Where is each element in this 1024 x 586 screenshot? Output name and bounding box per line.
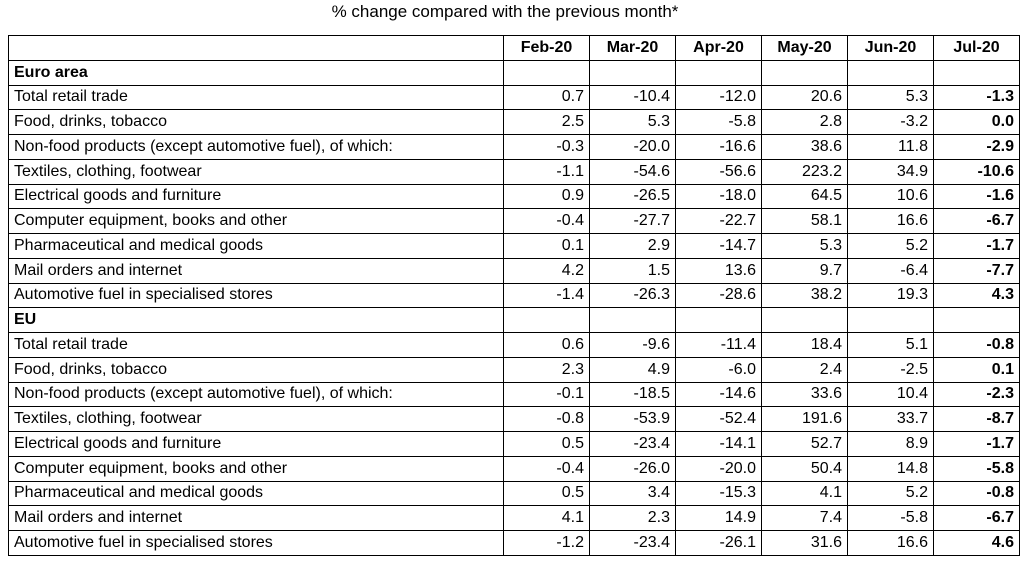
value-cell: -54.6	[590, 159, 676, 184]
value-cell: -6.0	[676, 357, 762, 382]
empty-cell	[676, 60, 762, 85]
row-label: Food, drinks, tobacco	[9, 110, 504, 135]
table-row	[9, 531, 1020, 556]
value-cell: 7.4	[762, 506, 848, 531]
value-cell: 2.5	[504, 110, 590, 135]
table-row	[9, 209, 1020, 234]
value-cell: 2.9	[590, 234, 676, 259]
value-cell: 5.3	[590, 110, 676, 135]
row-label: Computer equipment, books and other	[9, 456, 504, 481]
value-cell: 0.7	[504, 85, 590, 110]
value-cell: -14.7	[676, 234, 762, 259]
value-cell: -2.9	[934, 135, 1020, 160]
section-title: EU	[9, 308, 504, 333]
value-cell: 5.3	[762, 234, 848, 259]
empty-cell	[848, 308, 934, 333]
value-cell: 0.5	[504, 481, 590, 506]
row-label: Total retail trade	[9, 85, 504, 110]
value-cell: 52.7	[762, 432, 848, 457]
value-cell: -0.4	[504, 456, 590, 481]
column-header: Feb-20	[504, 36, 590, 61]
empty-cell	[590, 308, 676, 333]
value-cell: 58.1	[762, 209, 848, 234]
retail-trade-table	[8, 35, 1020, 556]
table-caption: % change compared with the previous month*	[331, 2, 679, 21]
empty-cell	[934, 308, 1020, 333]
value-cell: -20.0	[676, 456, 762, 481]
value-cell: 34.9	[848, 159, 934, 184]
value-cell: -53.9	[590, 407, 676, 432]
value-cell: -22.7	[676, 209, 762, 234]
section-title: Euro area	[9, 60, 504, 85]
value-cell: 38.6	[762, 135, 848, 160]
value-cell: 0.5	[504, 432, 590, 457]
value-cell: -5.8	[676, 110, 762, 135]
value-cell: 0.1	[934, 357, 1020, 382]
value-cell: -2.5	[848, 357, 934, 382]
empty-cell	[848, 60, 934, 85]
table-row	[9, 234, 1020, 259]
value-cell: -1.3	[934, 85, 1020, 110]
value-cell: -0.1	[504, 382, 590, 407]
value-cell: 4.3	[934, 283, 1020, 308]
row-label: Textiles, clothing, footwear	[9, 407, 504, 432]
value-cell: 2.8	[762, 110, 848, 135]
value-cell: 2.3	[590, 506, 676, 531]
table-row	[9, 506, 1020, 531]
table-row	[9, 382, 1020, 407]
value-cell: 11.8	[848, 135, 934, 160]
value-cell: 5.3	[848, 85, 934, 110]
value-cell: 4.9	[590, 357, 676, 382]
value-cell: 14.9	[676, 506, 762, 531]
value-cell: -26.3	[590, 283, 676, 308]
value-cell: -11.4	[676, 333, 762, 358]
row-label: Non-food products (except automotive fuel), of which:	[9, 135, 504, 160]
empty-cell	[504, 308, 590, 333]
value-cell: 0.0	[934, 110, 1020, 135]
value-cell: 5.2	[848, 481, 934, 506]
value-cell: 13.6	[676, 258, 762, 283]
row-label: Non-food products (except automotive fuel), of which:	[9, 382, 504, 407]
value-cell: 5.1	[848, 333, 934, 358]
column-header: Jul-20	[934, 36, 1020, 61]
table-row	[9, 85, 1020, 110]
table-row	[9, 184, 1020, 209]
value-cell: -1.1	[504, 159, 590, 184]
row-label: Electrical goods and furniture	[9, 432, 504, 457]
value-cell: -14.6	[676, 382, 762, 407]
value-cell: -0.8	[934, 333, 1020, 358]
value-cell: -23.4	[590, 531, 676, 556]
value-cell: -10.4	[590, 85, 676, 110]
value-cell: -0.4	[504, 209, 590, 234]
value-cell: 0.9	[504, 184, 590, 209]
value-cell: 4.1	[504, 506, 590, 531]
value-cell: -1.4	[504, 283, 590, 308]
empty-cell	[590, 60, 676, 85]
value-cell: 14.8	[848, 456, 934, 481]
value-cell: -8.7	[934, 407, 1020, 432]
value-cell: -26.1	[676, 531, 762, 556]
table-row	[9, 456, 1020, 481]
value-cell: -52.4	[676, 407, 762, 432]
value-cell: -20.0	[590, 135, 676, 160]
column-header: Mar-20	[590, 36, 676, 61]
table-row	[9, 333, 1020, 358]
empty-cell	[504, 60, 590, 85]
value-cell: 19.3	[848, 283, 934, 308]
value-cell: 9.7	[762, 258, 848, 283]
value-cell: -1.7	[934, 234, 1020, 259]
value-cell: 3.4	[590, 481, 676, 506]
column-header: Jun-20	[848, 36, 934, 61]
value-cell: 16.6	[848, 209, 934, 234]
row-label: Total retail trade	[9, 333, 504, 358]
table-row	[9, 407, 1020, 432]
row-label: Automotive fuel in specialised stores	[9, 283, 504, 308]
value-cell: -1.6	[934, 184, 1020, 209]
column-header: May-20	[762, 36, 848, 61]
value-cell: -5.8	[934, 456, 1020, 481]
value-cell: -10.6	[934, 159, 1020, 184]
value-cell: 38.2	[762, 283, 848, 308]
row-label: Pharmaceutical and medical goods	[9, 234, 504, 259]
value-cell: 0.1	[504, 234, 590, 259]
row-label: Mail orders and internet	[9, 506, 504, 531]
value-cell: -0.3	[504, 135, 590, 160]
value-cell: -26.5	[590, 184, 676, 209]
empty-cell	[762, 308, 848, 333]
value-cell: 223.2	[762, 159, 848, 184]
row-label: Textiles, clothing, footwear	[9, 159, 504, 184]
value-cell: 191.6	[762, 407, 848, 432]
table-row	[9, 357, 1020, 382]
value-cell: -16.6	[676, 135, 762, 160]
column-header: Apr-20	[676, 36, 762, 61]
value-cell: 4.6	[934, 531, 1020, 556]
row-label: Pharmaceutical and medical goods	[9, 481, 504, 506]
value-cell: -1.2	[504, 531, 590, 556]
value-cell: 50.4	[762, 456, 848, 481]
header-label-cell	[9, 36, 504, 61]
value-cell: 31.6	[762, 531, 848, 556]
value-cell: -6.7	[934, 506, 1020, 531]
value-cell: -0.8	[934, 481, 1020, 506]
value-cell: 8.9	[848, 432, 934, 457]
value-cell: -15.3	[676, 481, 762, 506]
table-row	[9, 110, 1020, 135]
value-cell: 10.6	[848, 184, 934, 209]
value-cell: -56.6	[676, 159, 762, 184]
value-cell: -9.6	[590, 333, 676, 358]
value-cell: -18.0	[676, 184, 762, 209]
section-header-row	[9, 60, 1020, 85]
table-row	[9, 283, 1020, 308]
value-cell: 16.6	[848, 531, 934, 556]
value-cell: 0.6	[504, 333, 590, 358]
empty-cell	[762, 60, 848, 85]
table-row	[9, 432, 1020, 457]
empty-cell	[676, 308, 762, 333]
value-cell: 2.4	[762, 357, 848, 382]
value-cell: 10.4	[848, 382, 934, 407]
header-row	[9, 36, 1020, 61]
value-cell: -27.7	[590, 209, 676, 234]
value-cell: -7.7	[934, 258, 1020, 283]
value-cell: -12.0	[676, 85, 762, 110]
section-header-row	[9, 308, 1020, 333]
row-label: Automotive fuel in specialised stores	[9, 531, 504, 556]
value-cell: 1.5	[590, 258, 676, 283]
value-cell: -26.0	[590, 456, 676, 481]
value-cell: -1.7	[934, 432, 1020, 457]
row-label: Food, drinks, tobacco	[9, 357, 504, 382]
value-cell: 18.4	[762, 333, 848, 358]
value-cell: 5.2	[848, 234, 934, 259]
value-cell: -5.8	[848, 506, 934, 531]
table-row	[9, 159, 1020, 184]
value-cell: 4.1	[762, 481, 848, 506]
row-label: Electrical goods and furniture	[9, 184, 504, 209]
row-label: Computer equipment, books and other	[9, 209, 504, 234]
value-cell: -28.6	[676, 283, 762, 308]
value-cell: -23.4	[590, 432, 676, 457]
value-cell: 64.5	[762, 184, 848, 209]
value-cell: -6.7	[934, 209, 1020, 234]
value-cell: -18.5	[590, 382, 676, 407]
value-cell: 4.2	[504, 258, 590, 283]
value-cell: -0.8	[504, 407, 590, 432]
table-row	[9, 258, 1020, 283]
value-cell: -2.3	[934, 382, 1020, 407]
empty-cell	[934, 60, 1020, 85]
value-cell: -6.4	[848, 258, 934, 283]
row-label: Mail orders and internet	[9, 258, 504, 283]
table-row	[9, 481, 1020, 506]
value-cell: 33.6	[762, 382, 848, 407]
value-cell: 33.7	[848, 407, 934, 432]
value-cell: 2.3	[504, 357, 590, 382]
table-row	[9, 135, 1020, 160]
value-cell: -3.2	[848, 110, 934, 135]
table-body	[9, 60, 1020, 555]
value-cell: 20.6	[762, 85, 848, 110]
value-cell: -14.1	[676, 432, 762, 457]
